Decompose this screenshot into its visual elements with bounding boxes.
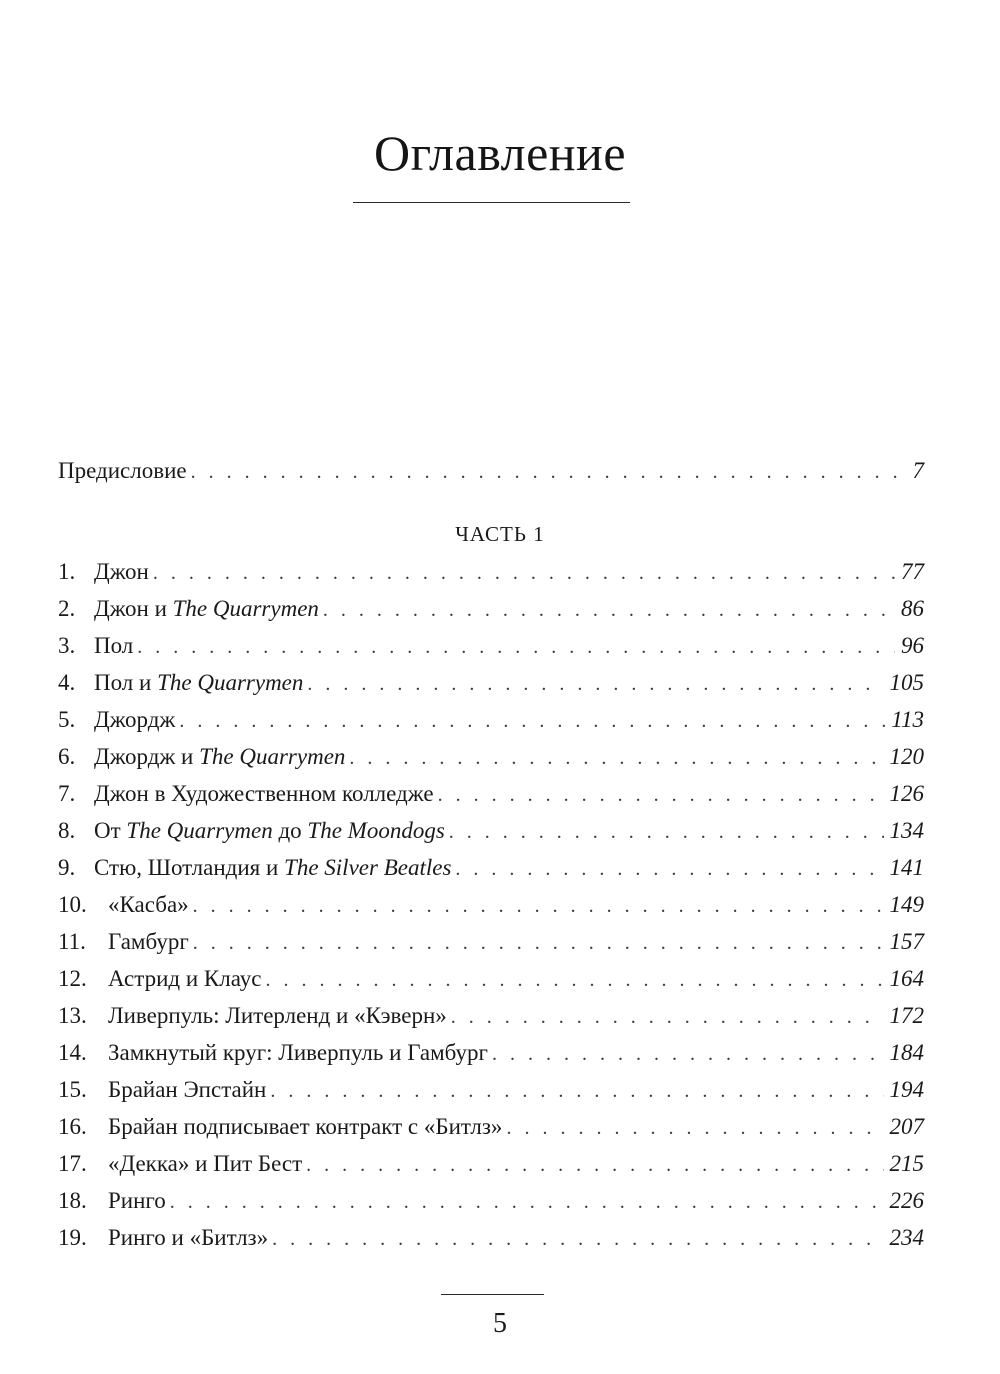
dot-leader <box>270 1075 883 1107</box>
dot-leader <box>170 1186 884 1218</box>
toc-page-number: 234 <box>889 1225 924 1250</box>
toc-entry-title <box>94 667 303 699</box>
toc-entry-title: Предисловие <box>58 458 187 483</box>
toc-entry-title <box>108 1222 268 1254</box>
toc-entry[interactable] <box>58 815 924 847</box>
toc-page-number: 7 <box>912 458 924 483</box>
toc-entry-number: 12. <box>58 966 87 991</box>
toc-entry-title <box>108 889 189 921</box>
title-part: Ринго и «Битлз» <box>108 1225 269 1250</box>
dot-leader <box>179 705 885 737</box>
toc-entry-title <box>94 815 445 847</box>
folio-page-number: 5 <box>493 1308 507 1339</box>
title-part: Джон <box>94 559 149 584</box>
toc-page-number: 226 <box>889 1188 924 1213</box>
dot-leader <box>153 557 895 589</box>
toc-entry-number: 6. <box>58 744 76 769</box>
toc-entry[interactable] <box>58 926 924 958</box>
toc-entry[interactable] <box>58 593 924 625</box>
toc-page-number: 164 <box>889 966 924 991</box>
toc-entry-preface[interactable] <box>58 455 924 487</box>
title-part: Джордж и <box>94 744 200 769</box>
toc-entry[interactable] <box>58 1000 924 1032</box>
dot-leader <box>449 816 884 848</box>
toc-entry-title <box>108 926 189 958</box>
toc-entry[interactable] <box>58 1148 924 1180</box>
toc-entry-number: 8. <box>58 818 76 843</box>
toc-entry-number: 14. <box>58 1040 87 1065</box>
dot-leader <box>438 779 884 811</box>
toc-entry-title <box>108 1074 266 1106</box>
toc-entry-number: 16. <box>58 1114 87 1139</box>
dot-leader <box>455 853 883 885</box>
toc-entry-title <box>94 593 319 625</box>
toc-entry-number: 19. <box>58 1225 87 1250</box>
toc-page-number: 184 <box>889 1040 924 1065</box>
page-title: Оглавление <box>373 125 627 181</box>
toc-entry-number: 3. <box>58 633 76 658</box>
title-part: «Касба» <box>108 892 189 917</box>
toc-entry-number: 10. <box>58 892 87 917</box>
dot-leader <box>506 1112 883 1144</box>
toc-entry-title <box>94 556 149 588</box>
toc-entry[interactable] <box>58 852 924 884</box>
title-part: Джон в Художественном колледже <box>94 781 434 806</box>
toc-page-number: 172 <box>889 1003 924 1028</box>
dot-leader <box>265 964 883 996</box>
italic-title-part: The Quarrymen <box>126 818 273 843</box>
dot-leader <box>492 1038 884 1070</box>
title-part: Брайан Эпстайн <box>108 1077 267 1102</box>
toc-entry[interactable] <box>58 1111 924 1143</box>
toc-page-number: 113 <box>891 707 924 732</box>
part-heading: ЧАСТЬ 1 <box>455 522 545 546</box>
toc-entry-title <box>94 741 345 773</box>
title-part: Стю, Шотландия и <box>94 855 285 880</box>
toc-entry-number: 7. <box>58 781 76 806</box>
toc-entry[interactable] <box>58 667 924 699</box>
title-underline <box>353 202 630 203</box>
toc-entry-number: 5. <box>58 707 76 732</box>
dot-leader <box>193 927 884 959</box>
toc-page-number: 105 <box>889 670 924 695</box>
dot-leader <box>137 631 895 663</box>
dot-leader <box>306 1149 883 1181</box>
title-part: «Декка» и Пит Бест <box>108 1151 303 1176</box>
dot-leader <box>272 1223 883 1255</box>
italic-title-part: The Quarrymen <box>199 744 346 769</box>
toc-entry-number: 17. <box>58 1151 87 1176</box>
toc-page-number: 126 <box>889 781 924 806</box>
toc-entry-title <box>108 1111 502 1143</box>
toc-entry[interactable] <box>58 889 924 921</box>
title-part: Замкнутый круг: Ливерпуль и Гамбург <box>108 1040 488 1065</box>
toc-entry-number: 1. <box>58 559 76 584</box>
toc-entry-title <box>108 1000 447 1032</box>
title-part: Ринго <box>108 1188 166 1213</box>
title-part: Пол и <box>94 670 158 695</box>
toc-page-number: 141 <box>889 855 924 880</box>
toc-entry-number: 9. <box>58 855 76 880</box>
toc-page-number: 96 <box>901 633 924 658</box>
toc-page-number: 120 <box>889 744 924 769</box>
italic-title-part: The Moondogs <box>307 818 445 843</box>
title-part: Джон и <box>94 596 173 621</box>
toc-entry-number: 18. <box>58 1188 87 1213</box>
toc-entry-title <box>108 1148 302 1180</box>
title-part: до <box>272 818 308 843</box>
italic-title-part: The Quarrymen <box>157 670 304 695</box>
dot-leader <box>307 668 883 700</box>
toc-entry[interactable] <box>58 630 924 662</box>
title-part: От <box>94 818 127 843</box>
toc-entry-number: 15. <box>58 1077 87 1102</box>
title-part: Пол <box>94 633 134 658</box>
italic-title-part: The Quarrymen <box>172 596 319 621</box>
toc-entry-number: 2. <box>58 596 76 621</box>
toc-entry-number: 13. <box>58 1003 87 1028</box>
title-part: Астрид и Клаус <box>108 966 262 991</box>
toc-entry-title <box>108 963 261 995</box>
title-part: Ливерпуль: Литерленд и «Кэверн» <box>108 1003 447 1028</box>
toc-entry-title <box>108 1185 166 1217</box>
toc-entry[interactable] <box>58 741 924 773</box>
toc-page-number: 77 <box>901 559 924 584</box>
toc-entry[interactable] <box>58 1222 924 1254</box>
title-part: Брайан подписывает контракт с «Битлз» <box>108 1114 503 1139</box>
dot-leader <box>451 1001 884 1033</box>
toc-entry[interactable] <box>58 556 924 588</box>
toc-page-number: 207 <box>889 1114 924 1139</box>
toc-page-number: 134 <box>889 818 924 843</box>
toc-entry[interactable] <box>58 778 924 810</box>
toc-page-number: 215 <box>889 1151 924 1176</box>
title-part: Гамбург <box>108 929 189 954</box>
toc-entry-title <box>108 1037 488 1069</box>
dot-leader <box>193 890 884 922</box>
toc-entry[interactable] <box>58 1037 924 1069</box>
dot-leader <box>349 742 883 774</box>
footer-rule <box>441 1294 544 1295</box>
toc-entry[interactable] <box>58 963 924 995</box>
toc-entry-number: 11. <box>58 929 86 954</box>
toc-page-number: 86 <box>901 596 924 621</box>
toc-entry[interactable] <box>58 1074 924 1106</box>
toc-page-number: 149 <box>889 892 924 917</box>
toc-entry[interactable] <box>58 704 924 736</box>
toc-entry-title <box>94 630 133 662</box>
toc-entry-title <box>94 852 451 884</box>
dot-leader <box>191 456 907 488</box>
toc-page-number: 194 <box>889 1077 924 1102</box>
italic-title-part: The Silver Beatles <box>284 855 452 880</box>
toc-entry-title <box>94 704 175 736</box>
toc-entry-title <box>94 778 434 810</box>
toc-entry-number: 4. <box>58 670 76 695</box>
title-part: Джордж <box>94 707 176 732</box>
dot-leader <box>323 594 895 626</box>
toc-page-number: 157 <box>889 929 924 954</box>
toc-entry[interactable] <box>58 1185 924 1217</box>
